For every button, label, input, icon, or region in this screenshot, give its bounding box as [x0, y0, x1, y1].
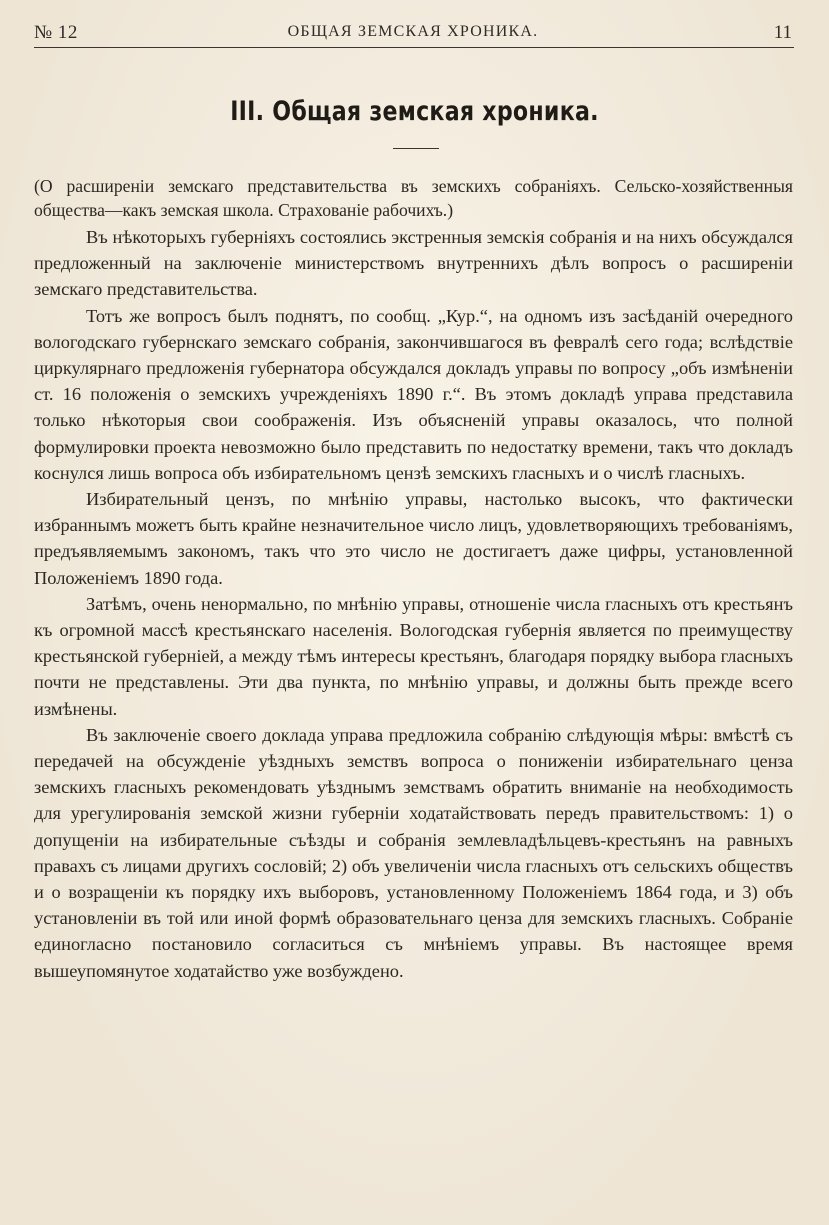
header-rule	[34, 47, 794, 48]
running-title: ОБЩАЯ ЗЕМСКАЯ ХРОНИКА.	[287, 23, 539, 40]
title-rule	[393, 148, 439, 149]
page-number: 11	[773, 22, 792, 43]
paragraph: Избирательный цензъ, по мнѣнію управы, настолько высокъ, что фактически избраннымъ можетъ быть крайне незначительное число лицъ, удовлетворяющихъ требованіямъ, предъявляемымъ закономъ, такъ что это число не достигаетъ даже цифры, установленной Положеніемъ 1890 года.	[34, 489, 793, 588]
paragraph: Тотъ же вопросъ былъ поднятъ, по сообщ. „Кур.“, на одномъ изъ засѣданій очередного вологодскаго губернскаго земскаго собранія, закончившагося въ февралѣ сего года; вслѣдствіе циркулярнаго предложенія губернатора обсуждался докладъ управы по вопросу „объ измѣненіи ст. 16 положенія о земскихъ учрежденіяхъ 1890 г.“. Въ этомъ докладѣ управа представила только нѣкоторыя свои соображенія. Изъ объясненій управы оказалось, что полной формулировки проекта невозможно было представить по недостатку времени, такъ что докладъ коснулся лишь вопроса объ избирательномъ цензѣ земскихъ гласныхъ и о числѣ гласныхъ.	[34, 305, 793, 483]
section-title: III. Общая земская хроника.	[230, 96, 599, 127]
paragraph: Въ заключеніе своего доклада управа предложила собранію слѣдующія мѣры: вмѣстѣ съ передачей на обсужденіе уѣздныхъ земствъ вопроса о пониженіи избирательнаго ценза земскихъ гласныхъ рекомендовать уѣзднымъ земствамъ обратить вниманіе на необходимость для урегулированія земской жизни губерніи ходатайствовать передъ правительствомъ: 1) о допущеніи на избирательные съѣзды и собранія землевладѣльцевъ-крестьянъ на равныхъ правахъ съ лицами другихъ сословій; 2) объ увеличеніи числа гласныхъ отъ сельскихъ обществъ и о возращеніи къ порядку ихъ выборовъ, установленному Положеніемъ 1864 года, и 3) объ установленіи въ той или иной формѣ образовательнаго ценза для земскихъ гласныхъ. Собраніе единогласно постановило согласиться съ мнѣніемъ управы. Въ настоящее время вышеупомянутое ходатайство уже возбуждено.	[34, 724, 793, 981]
summary: (О расширеніи земскаго представительства въ земскихъ собраніяхъ. Сельско-хозяйственныя общества—какъ земская школа. Страхованіе рабочихъ.)	[34, 176, 793, 220]
paragraph: Въ нѣкоторыхъ губерніяхъ состоялись экстренныя земскія собранія и на нихъ обсуждался предложенный на заключеніе министерствомъ внутреннихъ дѣлъ вопросъ о расширеніи земскаго представительства.	[34, 227, 793, 300]
paragraph: Затѣмъ, очень ненормально, по мнѣнію управы, отношеніе числа гласныхъ отъ крестьянъ къ огромной массѣ крестьянскаго населенія. Вологодская губернія является по преимуществу крестьянской губерніей, а между тѣмъ интересы крестьянъ, благодаря порядку выбора гласныхъ почти не представлены. Эти два пункта, по мнѣнію управы, и должны быть прежде всего измѣнены.	[34, 593, 793, 719]
running-head	[34, 20, 792, 48]
issue-number: № 12	[34, 22, 78, 43]
article-body	[34, 174, 793, 984]
